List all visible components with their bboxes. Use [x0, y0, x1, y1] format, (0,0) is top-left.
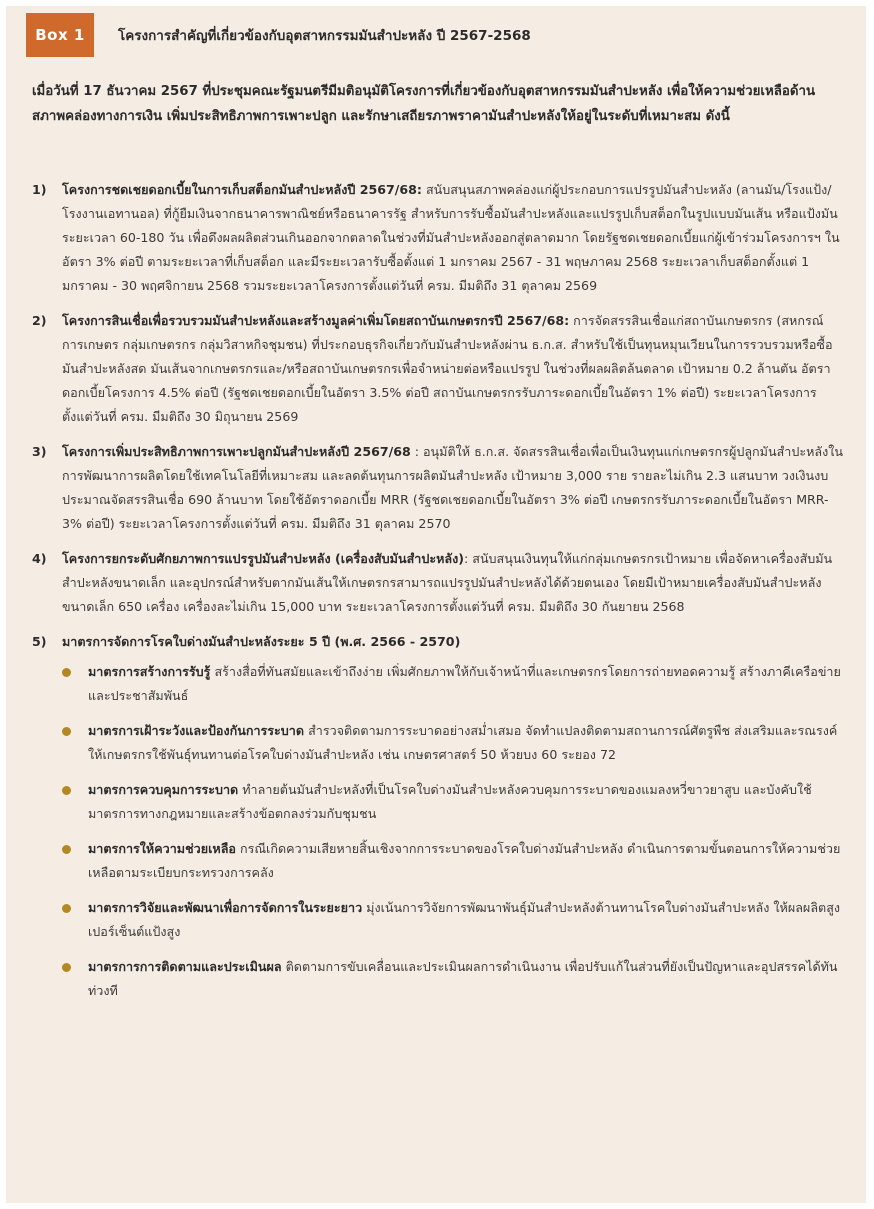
measure-text: มุ่งเน้นการวิจัยการพัฒนาพันธุ์มันสำปะหลังต้านทานโรคใบด่างมันสำปะหลัง ให้ผลผลิตสูง เปอร์เซ็นต์แป้งสูง — [88, 900, 841, 939]
list-item — [32, 309, 847, 429]
measure-text: กรณีเกิดความเสียหายสิ้นเชิงจากการระบาดของโรคใบด่างมันสำปะหลัง ดำเนินการตามขั้นตอนการให้ความช่วยเหลือตามระเบียบกระทรวงการคลัง — [88, 841, 841, 880]
list-item — [32, 178, 847, 298]
measure-text: ทำลายต้นมันสำปะหลังที่เป็นโรคใบด่างมันสำปะหลังควบคุมการระบาดของแมลงหวี่ขาวยาสูบ และบังคับใช้มาตรการทางกฎหมายและสร้างข้อตกลงร่วมกับชุมชน — [88, 782, 812, 821]
item-title: โครงการยกระดับศักยภาพการแปรรูปมันสำปะหลัง (เครื่องสับมันสำปะหลัง) — [62, 551, 465, 566]
intro-paragraph: เมื่อวันที่ 17 ธันวาคม 2567 ที่ประชุมคณะรัฐมนตรีมีมติอนุมัติโครงการที่เกี่ยวข้องกับอุตสาหกรรมมันสำปะหลัง เพื่อให้ความช่วยเหลือด้านสภาพคล่องทางการเงิน เพิ่มประสิทธิภาพการเพาะปลูก และรักษาเสถียรภาพราคามันสำปะหลังให้อยู่ในระดับที่เหมาะสม ดังนี้ — [32, 84, 816, 124]
item-title: โครงการเพิ่มประสิทธิภาพการเพาะปลูกมันสำปะหลังปี 2567/68 — [62, 444, 411, 459]
measure-item — [62, 660, 847, 708]
measure-title: มาตรการให้ความช่วยเหลือ — [88, 841, 236, 856]
item-body — [62, 630, 847, 1003]
measure-item — [62, 778, 847, 826]
item-text: : อนุมัติให้ ธ.ก.ส. จัดสรรสินเชื่อเพื่อเป็นเงินทุนแก่เกษตรกรผู้ปลูกมันสำปะหลังในการพัฒนาการผลิตโดยใช้เทคโนโลยีที่เหมาะสม และลดต้นทุนการผลิตมันสำปะหลัง เป้าหมาย 3,000 ราย รายละไม่เกิน 2.3 แสนบาท วงเงินงบประมาณจัดสรรสินเชื่อ 690 ล้านบาท โดยใช้อัตราดอกเบี้ย MRR (รัฐชดเชยดอกเบี้ยในอัตรา 3% ต่อปี เกษตรกรรับภาระดอกเบี้ยในอัตรา MRR-3% ต่อปี) ระยะเวลาโครงการตั้งแต่วันที่ ครม. มีมติถึง 31 ตุลาคม 2570 — [62, 444, 844, 531]
item-body — [62, 547, 847, 619]
item-title: โครงการสินเชื่อเพื่อรวบรวมมันสำปะหลังและสร้างมูลค่าเพิ่มโดยสถาบันเกษตรกรปี 2567/68: — [62, 313, 570, 328]
measure-body — [88, 896, 847, 944]
measure-list — [62, 660, 847, 1003]
bullet-dot-icon — [62, 778, 88, 826]
bullet-dot-icon — [62, 660, 88, 708]
measure-text: ติดตามการขับเคลื่อนและประเมินผลการดำเนินงาน เพื่อปรับแก้ในส่วนที่ยังเป็นปัญหาและอุปสรรคได้ทันท่วงที — [88, 959, 838, 998]
box-tag: Box 1 — [26, 13, 94, 57]
measure-body — [88, 837, 847, 885]
measure-title: มาตรการเฝ้าระวังและป้องกันการระบาด — [88, 723, 305, 738]
measure-item — [62, 837, 847, 885]
item-text: การจัดสรรสินเชื่อแก่สถาบันเกษตรกร (สหกรณ์การเกษตร กลุ่มเกษตรกร กลุ่มวิสาหกิจชุมชน) ที่ประกอบธุรกิจเกี่ยวกับมันสำปะหลังผ่าน ธ.ก.ส. สำหรับใช้เป็นทุนหมุนเวียนในการรวบรวมหรือซื้อมันสำปะหลังสด มันเส้นจากเกษตรกรและ/หรือสถาบันเกษตรกรเพื่อจำหน่ายต่อหรือแปรรูป ในช่วงที่ผลผลิตล้นตลาด เป้าหมาย 0.2 ล้านตัน อัตราดอกเบี้ยโครงการ 4.5% ต่อปี (รัฐชดเชยดอกเบี้ยในอัตรา 3.5% ต่อปี สถาบันเกษตรกรรับภาระดอกเบี้ยในอัตรา 1% ต่อปี) ระยะเวลาโครงการตั้งแต่วันที่ ครม. มีมติถึง 30 มิถุนายน 2569 — [62, 313, 833, 424]
bullet-dot-icon — [62, 896, 88, 944]
measure-body — [88, 955, 847, 1003]
measure-text: สร้างสื่อที่ทันสมัยและเข้าถึงง่าย เพิ่มศักยภาพให้กับเจ้าหน้าที่และเกษตรกรโดยการถ่ายทอดความรู้ สร้างภาคีเครือข่าย และประชาสัมพันธ์ — [88, 664, 841, 703]
item-number: 3) — [32, 444, 47, 459]
item-number: 2) — [32, 313, 47, 328]
list-item — [32, 440, 847, 536]
measure-title: มาตรการการติดตามและประเมินผล — [88, 959, 282, 974]
measure-title: มาตรการควบคุมการระบาด — [88, 782, 239, 797]
measure-body — [88, 660, 847, 708]
item-title: โครงการชดเชยดอกเบี้ยในการเก็บสต็อกมันสำปะหลังปี 2567/68: — [62, 182, 422, 197]
list-item — [32, 547, 847, 619]
project-list — [32, 178, 847, 1003]
measure-body — [88, 778, 847, 826]
item-body — [62, 440, 847, 536]
measure-item — [62, 719, 847, 767]
bullet-dot-icon — [62, 955, 88, 1003]
bullet-dot-icon — [62, 719, 88, 767]
item-text: สนับสนุนสภาพคล่องแก่ผู้ประกอบการแปรรูปมันสำปะหลัง (ลานมัน/โรงแป้ง/โรงงานเอทานอล) ที่กู้ยืมเงินจากธนาคารพาณิชย์หรือธนาคารรัฐ สำหรับการรับซื้อมันสำปะหลังและแปรรูปเก็บสต็อกในรูปแบบมันเส้น หรือแป้งมัน ระยะเวลา 60-180 วัน เพื่อดึงผลผลิตส่วนเกินออกจากตลาดในช่วงที่มันสำปะหลังออกสู่ตลาดมาก โดยรัฐชดเชยดอกเบี้ยแก่ผู้เข้าร่วมโครงการฯ ในอัตรา 3% ต่อปี ตามระยะเวลาที่เก็บสต็อก และมีระยะเวลารับซื้อตั้งแต่ 1 มกราคม 2567 - 31 พฤษภาคม 2568 ระยะเวลาเก็บสต็อกตั้งแต่ 1 มกราคม - 30 พฤศจิกายน 2568 รวมระยะเวลาโครงการตั้งแต่วันที่ ครม. มีมติถึง 31 ตุลาคม 2569 — [62, 182, 840, 293]
measure-title: มาตรการวิจัยและพัฒนาเพื่อการจัดการในระยะยาว — [88, 900, 363, 915]
item-body — [62, 178, 847, 298]
measure-body — [88, 719, 847, 767]
item-number: 1) — [32, 182, 47, 197]
item-title: มาตรการจัดการโรคใบด่างมันสำปะหลังระยะ 5 ปี (พ.ศ. 2566 - 2570) — [62, 634, 461, 649]
box-title: โครงการสำคัญที่เกี่ยวข้องกับอุตสาหกรรมมันสำปะหลัง ปี 2567-2568 — [118, 28, 531, 44]
bullet-dot-icon — [62, 837, 88, 885]
measure-title: มาตรการสร้างการรับรู้ — [88, 664, 211, 679]
measure-item — [62, 896, 847, 944]
box-header — [26, 8, 531, 62]
measure-text: สำรวจติดตามการระบาดอย่างสม่ำเสมอ จัดทำแปลงติดตามสถานการณ์ศัตรูพืช ส่งเสริมและรณรงค์ให้เกษตรกรใช้พันธุ์ทนทานต่อโรคใบด่างมันสำปะหลัง เช่น เกษตรศาสตร์ 50 ห้วยบง 60 ระยอง 72 — [88, 723, 838, 762]
item-body — [62, 309, 847, 429]
item-text: : สนับสนุนเงินทุนให้แก่กลุ่มเกษตรกรเป้าหมาย เพื่อจัดหาเครื่องสับมันสำปะหลังขนาดเล็ก และอุปกรณ์สำหรับตากมันเส้นให้เกษตรกรสามารถแปรรูปมันสำปะหลังได้ด้วยตนเอง โดยมีเป้าหมายเครื่องสับมันสำปะหลังขนาดเล็ก 650 เครื่อง เครื่องละไม่เกิน 15,000 บาท ระยะเวลาโครงการตั้งแต่วันที่ ครม. มีมติถึง 30 กันยายน 2568 — [62, 551, 833, 614]
item-number: 5) — [32, 634, 47, 649]
box-panel — [6, 6, 866, 1203]
measure-item — [62, 955, 847, 1003]
item-number: 4) — [32, 551, 47, 566]
list-item — [32, 630, 847, 1003]
